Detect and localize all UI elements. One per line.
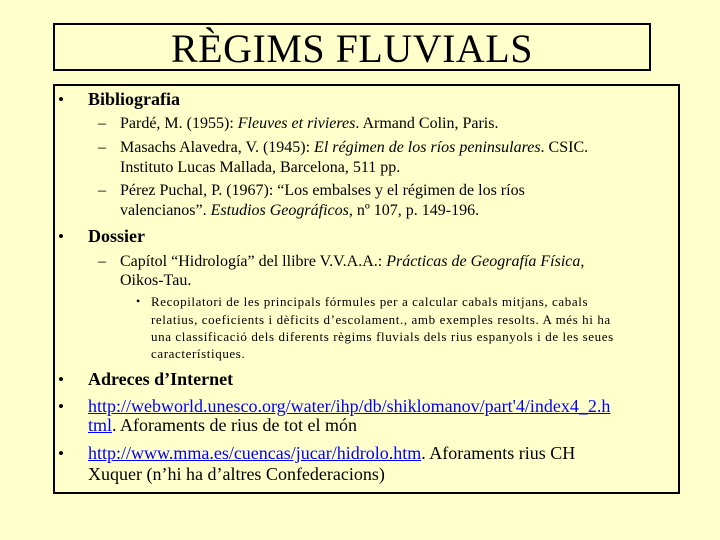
- link-mma-row: [88, 443, 575, 464]
- bullet: •: [58, 227, 64, 246]
- link-mma-description-line-2: Xuquer (n’hi ha d’altres Confederacions): [88, 464, 385, 484]
- link-unesco-description: . Aforaments de rius de tot el món: [112, 415, 357, 435]
- bullet: •: [58, 444, 64, 463]
- bullet: •: [58, 370, 64, 389]
- title-box: [53, 23, 651, 71]
- bullet: •: [136, 294, 141, 308]
- bullet: •: [58, 90, 64, 109]
- link-unesco[interactable]: http://webworld.unesco.org/water/ihp/db/shiklomanov/part'4/index4_2.h: [88, 396, 611, 416]
- bib-item-3-line-1: Pérez Puchal, P. (1967): “Los embalses y el régimen de los ríos: [120, 182, 525, 199]
- dossier-sub-line-1: Recopilatori de les principals fórmules per a calcular cabals mitjans, cabals: [151, 294, 589, 309]
- bullet: •: [58, 397, 64, 416]
- bib-item-2-line-1: Masachs Alavedra, V. (1945): El régimen de los ríos peninsulares. CSIC.: [120, 139, 589, 156]
- dossier-sub-line-2: relatius, coeficients i dèficits d’escolament., amb exemples resolts. A més hi ha: [151, 312, 611, 327]
- link-mma[interactable]: http://www.mma.es/cuencas/jucar/hidrolo.htm: [88, 443, 422, 463]
- dash: –: [98, 182, 106, 199]
- link-mma-description: . Aforaments rius CH: [421, 443, 576, 463]
- dossier-item-line-2: Oikos-Tau.: [120, 272, 192, 289]
- dash: –: [98, 253, 106, 270]
- link-unesco-line-2-row: [88, 415, 357, 436]
- dossier-sub-line-4: característiques.: [151, 346, 246, 361]
- dossier-sub-line-3: una classificació dels diferents règims fluvials dels rius espanyols i de les seues: [151, 329, 614, 344]
- section-heading-dossier: Dossier: [88, 226, 145, 246]
- bib-item-1-line-1: Pardé, M. (1955): Fleuves et rivieres. Armand Colin, Paris.: [120, 115, 499, 132]
- section-heading-bibliografia: Bibliografia: [88, 89, 181, 109]
- section-heading-internet: Adreces d’Internet: [88, 369, 234, 389]
- dash: –: [98, 115, 106, 132]
- page-title: RÈGIMS FLUVIALS: [171, 26, 533, 71]
- bib-item-3-line-2: valencianos”. Estudios Geográficos, nº 107, p. 149-196.: [120, 202, 480, 219]
- link-unesco-continued[interactable]: tml: [88, 415, 113, 435]
- dash: –: [98, 139, 106, 156]
- dossier-item-line-1: Capítol “Hidrología” del llibre V.V.A.A.: Prácticas de Geografía Física,: [120, 253, 585, 270]
- bib-item-2-line-2: Instituto Lucas Mallada, Barcelona, 511 pp.: [120, 159, 401, 176]
